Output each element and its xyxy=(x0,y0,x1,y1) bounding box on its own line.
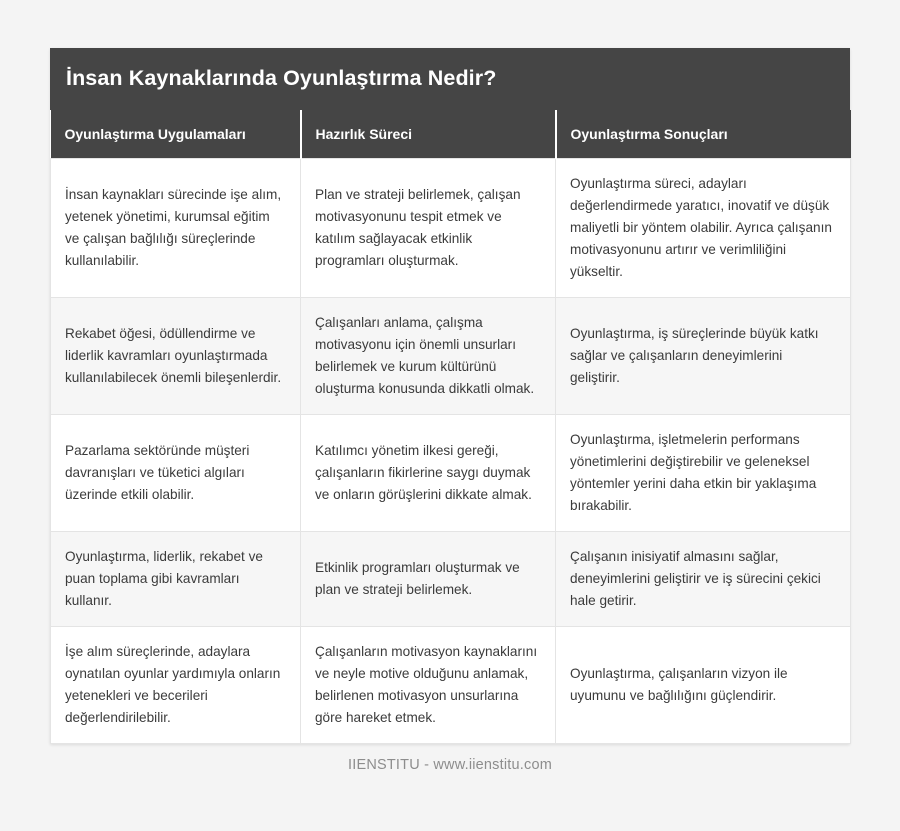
table-cell: Rekabet öğesi, ödüllendirme ve liderlik kavramları oyunlaştırmada kullanılabilecek önemli bileşenlerdir. xyxy=(51,298,301,415)
table-row xyxy=(51,298,851,415)
page-title: İnsan Kaynaklarında Oyunlaştırma Nedir? xyxy=(66,66,497,91)
table-row xyxy=(51,415,851,532)
column-header-sonuclar: Oyunlaştırma Sonuçları xyxy=(556,110,851,159)
table-row xyxy=(51,532,851,627)
table-cell: İnsan kaynakları sürecinde işe alım, yetenek yönetimi, kurumsal eğitim ve çalışan bağlılığı süreçlerinde kullanılabilir. xyxy=(51,159,301,298)
title-bar xyxy=(50,48,850,110)
table-row xyxy=(51,627,851,744)
table-cell: Oyunlaştırma, iş süreçlerinde büyük katkı sağlar ve çalışanların deneyimlerini geliştirir. xyxy=(556,298,851,415)
table-cell: Oyunlaştırma, liderlik, rekabet ve puan toplama gibi kavramları kullanır. xyxy=(51,532,301,627)
table-row xyxy=(51,159,851,298)
table-cell: Katılımcı yönetim ilkesi gereği, çalışanların fikirlerine saygı duymak ve onların görüşlerini dikkate almak. xyxy=(301,415,556,532)
table-cell: Oyunlaştırma, işletmelerin performans yönetimlerini değiştirebilir ve geleneksel yöntemler yerini daha etkin bir yaklaşıma bırakabilir. xyxy=(556,415,851,532)
table-cell: Etkinlik programları oluşturmak ve plan ve strateji belirlemek. xyxy=(301,532,556,627)
infographic-card xyxy=(50,48,850,744)
table-body xyxy=(51,159,851,744)
comparison-table xyxy=(50,110,851,744)
table-cell: Pazarlama sektöründe müşteri davranışları ve tüketici algıları üzerinde etkili olabilir. xyxy=(51,415,301,532)
table-header xyxy=(51,110,851,159)
table-cell: Çalışanların motivasyon kaynaklarını ve neyle motive olduğunu anlamak, belirlenen motivasyon unsurlarına göre hareket etmek. xyxy=(301,627,556,744)
table-cell: Çalışanları anlama, çalışma motivasyonu için önemli unsurları belirlemek ve kurum kültürünü oluşturma konusunda dikkatli olmak. xyxy=(301,298,556,415)
table-cell: Oyunlaştırma süreci, adayları değerlendirmede yaratıcı, inovatif ve düşük maliyetli bir yöntem olabilir. Ayrıca çalışanın motivasyonunu artırır ve verimliliğini yükseltir. xyxy=(556,159,851,298)
table-cell: Plan ve strateji belirlemek, çalışan motivasyonunu tespit etmek ve katılım sağlayacak etkinlik programları oluşturmak. xyxy=(301,159,556,298)
table-cell: İşe alım süreçlerinde, adaylara oynatılan oyunlar yardımıyla onların yetenekleri ve becerileri değerlendirilebilir. xyxy=(51,627,301,744)
table-header-row xyxy=(51,110,851,159)
column-header-hazirlik: Hazırlık Süreci xyxy=(301,110,556,159)
table-cell: Oyunlaştırma, çalışanların vizyon ile uyumunu ve bağlılığını güçlendirir. xyxy=(556,627,851,744)
footer-attribution: IIENSTITU - www.iienstitu.com xyxy=(348,757,552,773)
table-cell: Çalışanın inisiyatif almasını sağlar, deneyimlerini geliştirir ve iş sürecini çekici hale getirir. xyxy=(556,532,851,627)
column-header-uygulamalar: Oyunlaştırma Uygulamaları xyxy=(51,110,301,159)
